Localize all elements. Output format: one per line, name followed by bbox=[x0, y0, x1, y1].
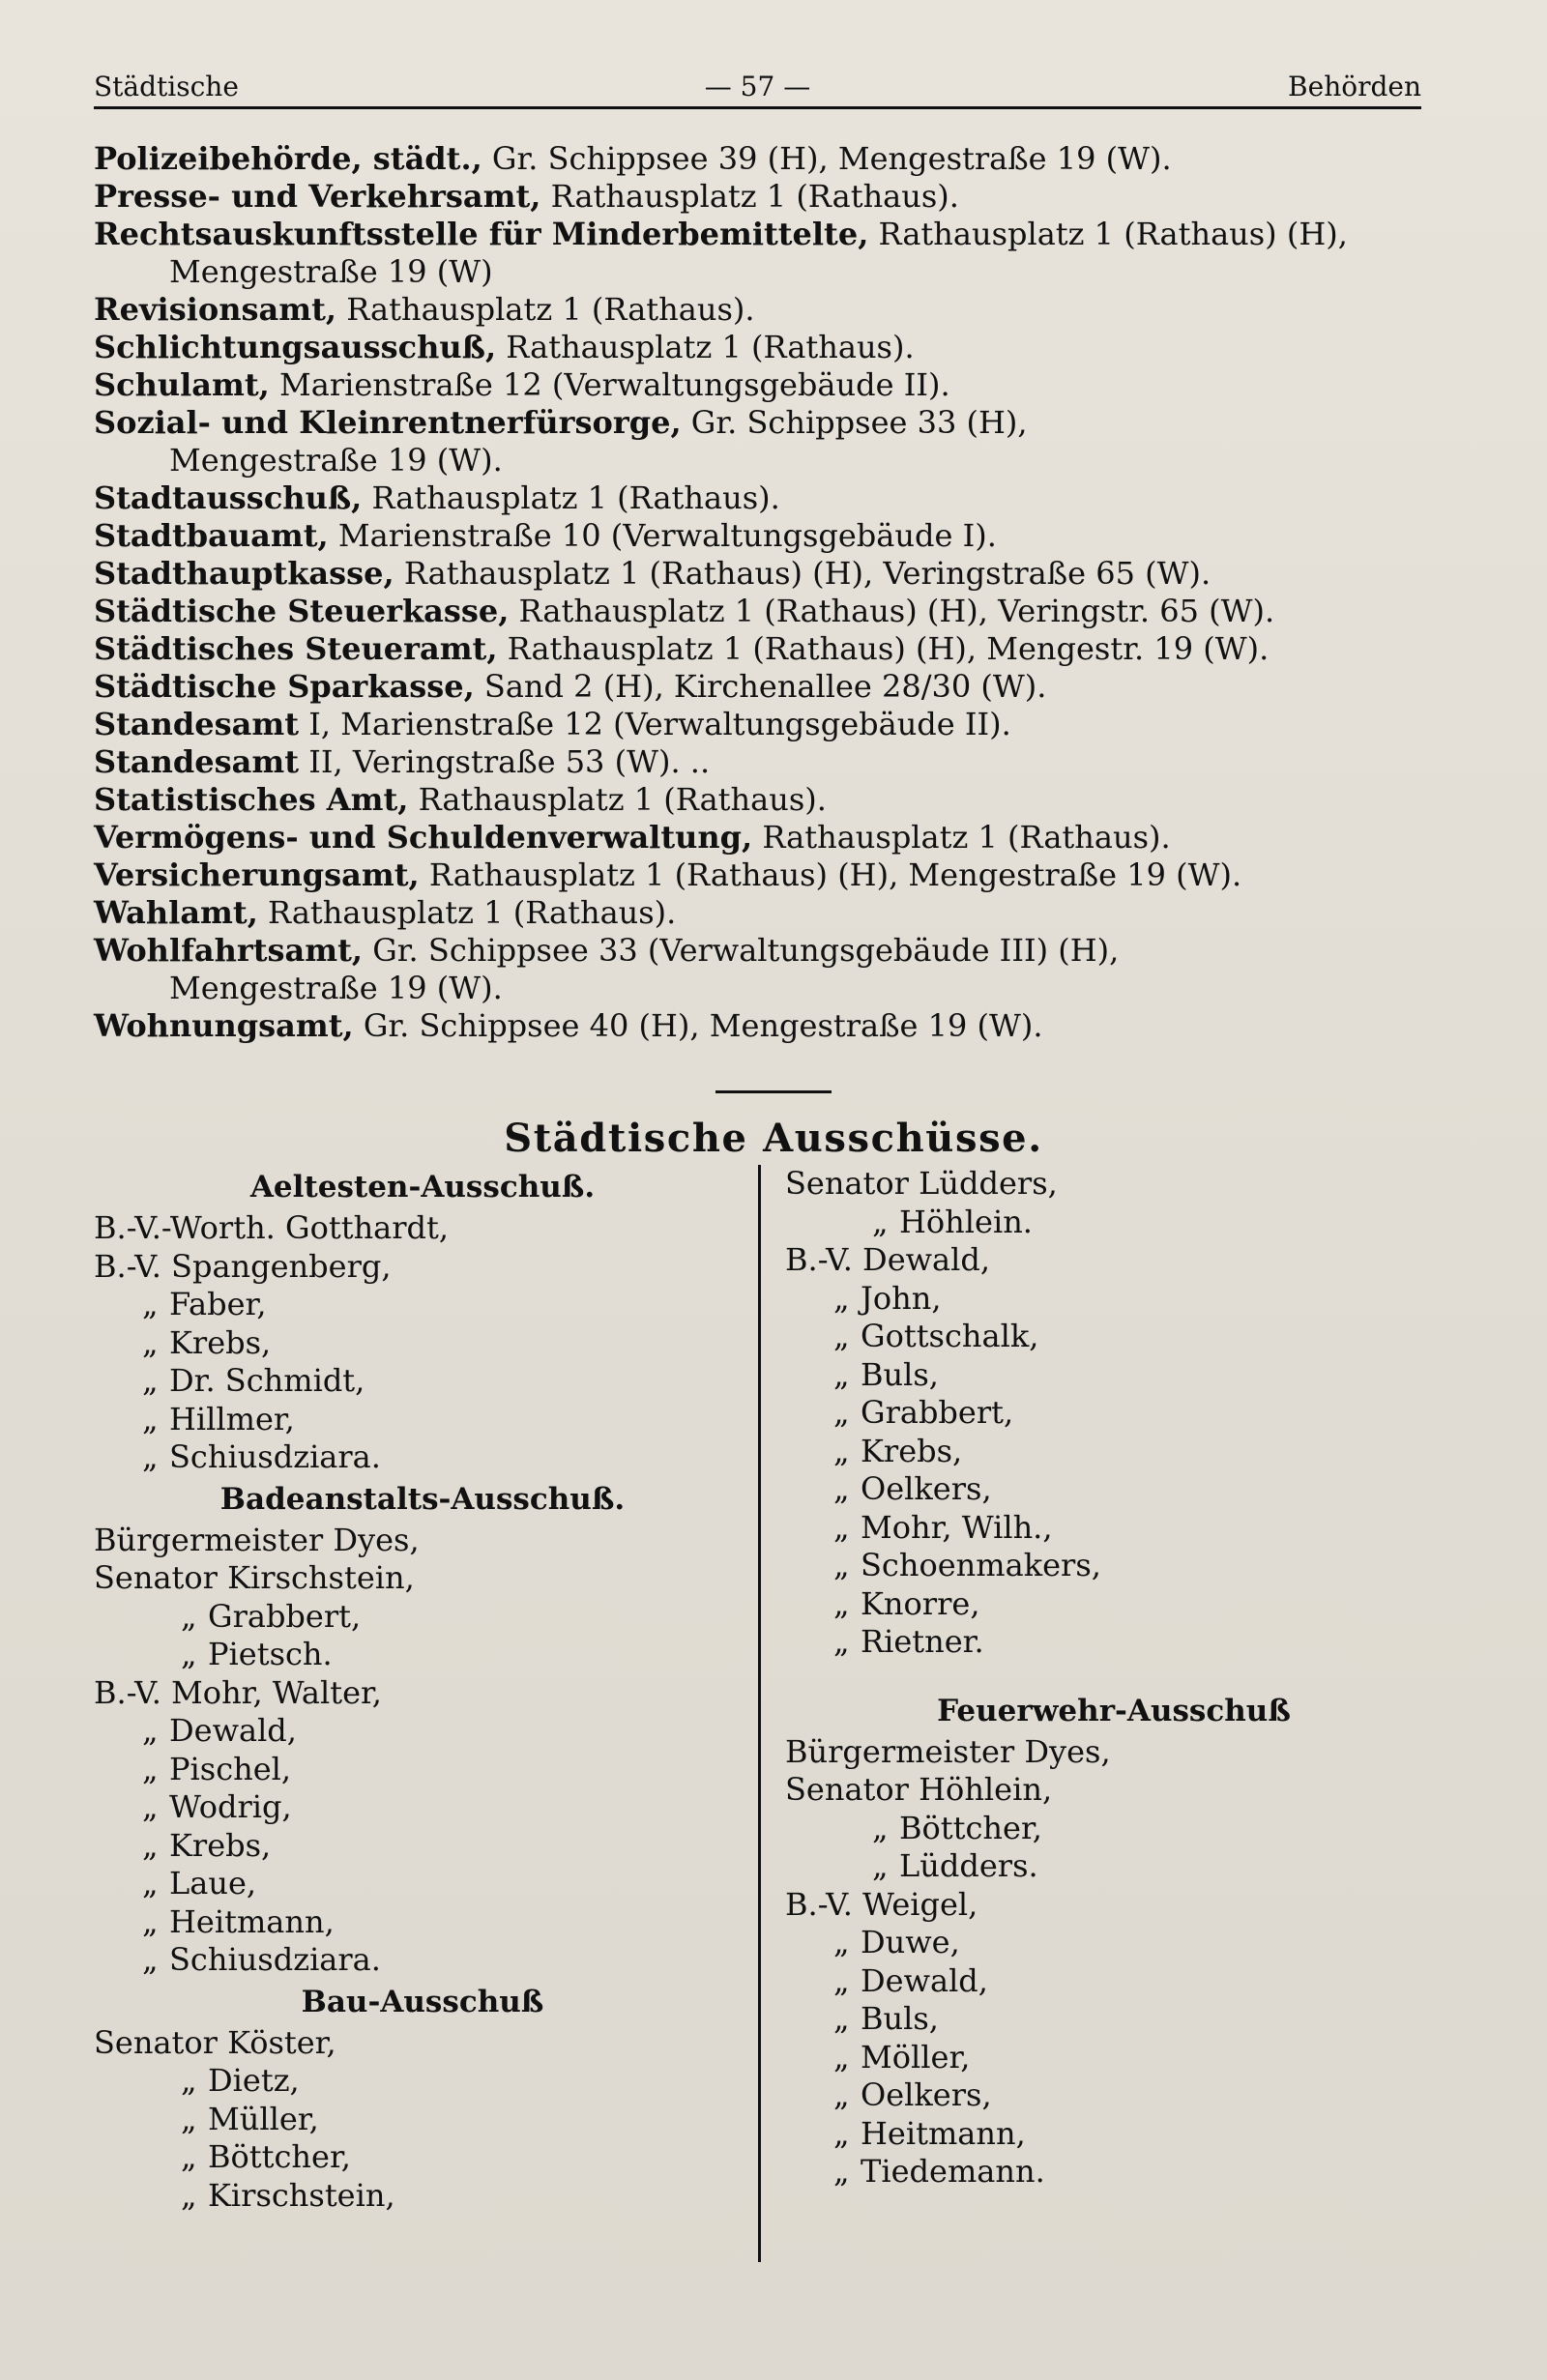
authority-address: Rathausplatz 1 (Rathaus) (H), Veringstraße 65 (W). bbox=[394, 555, 1211, 592]
ditto-mark: „ bbox=[833, 2038, 850, 2075]
authority-name: Rechtsauskunftsstelle für Minderbemittelte, bbox=[94, 216, 869, 252]
authority-address: Rathausplatz 1 (Rathaus). bbox=[752, 819, 1171, 856]
ditto-mark: „ bbox=[872, 1809, 889, 1846]
member-name: Schiusdziara. bbox=[169, 1438, 381, 1475]
member-line bbox=[94, 1865, 751, 1903]
member-name: Senator Kirschstein, bbox=[94, 1559, 415, 1596]
member-name: Höhlein. bbox=[899, 1203, 1033, 1240]
member-name: Rietner. bbox=[861, 1623, 984, 1660]
ditto-mark: „ bbox=[833, 2000, 850, 2037]
authority-entry bbox=[94, 555, 1438, 593]
member-name: Bürgermeister Dyes, bbox=[785, 1732, 1111, 1770]
member-line bbox=[94, 1438, 751, 1477]
member-name: Krebs, bbox=[169, 1323, 272, 1361]
member-name: Senator Lüdders, bbox=[785, 1165, 1058, 1202]
authority-address: Rathausplatz 1 (Rathaus) (H), Mengestr. 19 (W). bbox=[497, 630, 1270, 667]
member-name: Senator Köster, bbox=[94, 2023, 336, 2061]
member-name: Böttcher, bbox=[208, 2138, 351, 2175]
page-header bbox=[94, 68, 1421, 106]
authority-name: Schlichtungsausschuß, bbox=[94, 329, 497, 365]
ditto-mark: „ bbox=[833, 1394, 850, 1431]
committee-title: Aeltesten-Ausschuß. bbox=[249, 1170, 596, 1205]
authority-name: Sozial- und Kleinrentnerfürsorge, bbox=[94, 404, 682, 441]
member-line bbox=[94, 2101, 751, 2139]
member-name: John, bbox=[861, 1279, 942, 1317]
authority-address: Rathausplatz 1 (Rathaus). bbox=[336, 291, 755, 328]
authority-address: Rathausplatz 1 (Rathaus). bbox=[257, 894, 677, 931]
member-name: Böttcher, bbox=[899, 1809, 1042, 1846]
authority-address: Rathausplatz 1 (Rathaus) (H), Mengestraße 19 (W). bbox=[419, 856, 1242, 893]
member-line bbox=[94, 2062, 751, 2101]
authority-name: Schulamt, bbox=[94, 366, 270, 403]
ditto-mark: „ bbox=[833, 1279, 850, 1317]
authority-entry bbox=[94, 932, 1438, 1007]
member-line bbox=[94, 1788, 751, 1827]
ditto-mark: „ bbox=[142, 1788, 159, 1825]
authority-address: Gr. Schippsee 33 (Verwaltungsgebäude III) (H), bbox=[363, 932, 1120, 969]
ditto-mark: „ bbox=[142, 1712, 159, 1749]
member-line bbox=[785, 1771, 1443, 1810]
member-line bbox=[94, 2138, 751, 2177]
member-line bbox=[94, 1401, 751, 1439]
page-number: — 57 — bbox=[704, 71, 811, 102]
committee-title: Bau-Ausschuß bbox=[301, 1984, 544, 2019]
member-name: Duwe, bbox=[861, 1924, 960, 1960]
authority-address: Rathausplatz 1 (Rathaus). bbox=[496, 329, 915, 365]
ditto-mark: „ bbox=[181, 1597, 197, 1635]
authority-name: Wahlamt, bbox=[94, 894, 258, 931]
member-name: B.-V. Mohr, Walter, bbox=[94, 1673, 382, 1711]
member-name: Dewald, bbox=[861, 1961, 988, 1999]
member-name: Oelkers, bbox=[861, 1470, 992, 1507]
authority-address: Gr. Schippsee 33 (H), bbox=[681, 404, 1028, 441]
member-line bbox=[785, 2000, 1443, 2039]
committee-column-right bbox=[785, 1165, 1443, 2191]
authority-name: Städtische Sparkasse, bbox=[94, 668, 475, 705]
ditto-mark: „ bbox=[142, 1286, 159, 1322]
ditto-mark: „ bbox=[181, 2138, 197, 2175]
member-name: Mohr, Wilh., bbox=[861, 1508, 1053, 1546]
ditto-mark: „ bbox=[142, 1826, 159, 1864]
member-line bbox=[94, 1636, 751, 1674]
authority-entry bbox=[94, 479, 1438, 517]
member-line bbox=[785, 1433, 1443, 1471]
authority-address: Marienstraße 10 (Verwaltungsgebäude I). bbox=[328, 517, 997, 554]
authority-address: II, Veringstraße 53 (W). .. bbox=[299, 743, 711, 780]
member-name: Grabbert, bbox=[861, 1394, 1014, 1431]
committee-column-left bbox=[94, 1165, 751, 2215]
authority-entry bbox=[94, 291, 1438, 329]
ditto-mark: „ bbox=[833, 1432, 850, 1469]
member-name: Knorre, bbox=[861, 1584, 980, 1622]
member-line bbox=[785, 1962, 1443, 2001]
member-line bbox=[785, 1886, 1443, 1925]
header-right: Behörden bbox=[1288, 71, 1421, 102]
member-line bbox=[94, 1209, 751, 1248]
authority-name: Standesamt bbox=[94, 743, 300, 780]
member-line bbox=[94, 1522, 751, 1560]
member-line bbox=[94, 1248, 751, 1287]
member-name: Buls, bbox=[861, 2000, 939, 2037]
authority-entry bbox=[94, 517, 1438, 555]
member-line bbox=[785, 1470, 1443, 1509]
member-name: Krebs, bbox=[861, 1432, 963, 1469]
member-name: Heitmann, bbox=[861, 2114, 1026, 2152]
ditto-mark: „ bbox=[181, 2176, 197, 2214]
member-line bbox=[785, 1165, 1443, 1204]
member-line bbox=[94, 1941, 751, 1980]
member-line bbox=[785, 1547, 1443, 1585]
authority-address: Rathausplatz 1 (Rathaus). bbox=[540, 178, 959, 215]
member-name: Pietsch. bbox=[208, 1636, 333, 1672]
ditto-mark: „ bbox=[833, 2076, 850, 2113]
authority-address: Rathausplatz 1 (Rathaus) (H), Veringstr. 65 (W). bbox=[509, 593, 1275, 629]
member-line bbox=[785, 1924, 1443, 1962]
member-line bbox=[785, 1847, 1443, 1886]
authority-entry bbox=[94, 668, 1438, 706]
ditto-mark: „ bbox=[142, 1750, 159, 1787]
authority-entry bbox=[94, 178, 1438, 216]
authority-name: Wohnungsamt, bbox=[94, 1007, 354, 1044]
authority-name: Stadtbauamt, bbox=[94, 517, 329, 554]
ditto-mark: „ bbox=[142, 1438, 159, 1475]
authority-name: Vermögens- und Schuldenverwaltung, bbox=[94, 819, 753, 856]
ditto-mark: „ bbox=[181, 2100, 197, 2137]
ditto-mark: „ bbox=[142, 1941, 159, 1978]
authority-name: Statistisches Amt, bbox=[94, 781, 409, 818]
ditto-mark: „ bbox=[833, 1924, 850, 1960]
authority-entry bbox=[94, 894, 1438, 932]
authority-name: Presse- und Verkehrsamt, bbox=[94, 178, 541, 215]
ditto-mark: „ bbox=[833, 1623, 850, 1660]
member-name: Schiusdziara. bbox=[169, 1941, 381, 1978]
authority-entry bbox=[94, 1007, 1438, 1045]
member-name: B.-V. Spangenberg, bbox=[94, 1247, 392, 1285]
ditto-mark: „ bbox=[833, 1508, 850, 1546]
ditto-mark: „ bbox=[142, 1400, 159, 1437]
authority-entry bbox=[94, 366, 1438, 404]
section-divider bbox=[715, 1090, 832, 1093]
committee-title: Badeanstalts-Ausschuß. bbox=[219, 1481, 626, 1517]
ditto-mark: „ bbox=[872, 1847, 889, 1884]
member-name: Dietz, bbox=[208, 2062, 300, 2099]
ditto-mark: „ bbox=[833, 1318, 850, 1354]
member-line bbox=[785, 1280, 1443, 1319]
member-line bbox=[94, 1712, 751, 1751]
member-line bbox=[785, 1585, 1443, 1624]
member-name: B.-V.-Worth. Gotthardt, bbox=[94, 1209, 450, 1246]
member-line bbox=[785, 1623, 1443, 1662]
committee-title: Feuerwehr-Ausschuß bbox=[937, 1693, 1291, 1728]
member-line bbox=[785, 1356, 1443, 1395]
ditto-mark: „ bbox=[833, 2114, 850, 2152]
column-divider bbox=[758, 1165, 761, 2262]
header-rule bbox=[94, 106, 1421, 109]
member-line bbox=[94, 1286, 751, 1324]
member-line bbox=[785, 1810, 1443, 1848]
authority-name: Versicherungsamt, bbox=[94, 856, 420, 893]
member-line bbox=[785, 1509, 1443, 1548]
ditto-mark: „ bbox=[833, 1355, 850, 1393]
authority-entry bbox=[94, 329, 1438, 366]
member-line bbox=[785, 1204, 1443, 1242]
ditto-mark: „ bbox=[833, 1584, 850, 1622]
member-name: Krebs, bbox=[169, 1826, 272, 1864]
member-line bbox=[94, 1324, 751, 1363]
member-name: Gottschalk, bbox=[861, 1318, 1039, 1354]
member-line bbox=[785, 1318, 1443, 1356]
member-line bbox=[94, 1598, 751, 1637]
authority-entry bbox=[94, 216, 1438, 291]
authority-entry bbox=[94, 140, 1438, 178]
authority-entry bbox=[94, 743, 1438, 781]
member-line bbox=[785, 1241, 1443, 1280]
authority-address: Rathausplatz 1 (Rathaus). bbox=[408, 781, 827, 818]
member-name: Heitmann, bbox=[169, 1902, 335, 1940]
authority-address: I, Marienstraße 12 (Verwaltungsgebäude II). bbox=[299, 706, 1011, 742]
authority-address-continued: Mengestraße 19 (W) bbox=[169, 253, 493, 290]
ditto-mark: „ bbox=[833, 1470, 850, 1507]
ditto-mark: „ bbox=[872, 1203, 889, 1240]
authority-entry bbox=[94, 781, 1438, 819]
member-name: B.-V. Weigel, bbox=[785, 1885, 978, 1923]
ditto-mark: „ bbox=[833, 1547, 850, 1583]
authority-entry bbox=[94, 706, 1438, 743]
authority-name: Städtisches Steueramt, bbox=[94, 630, 498, 667]
authority-entry bbox=[94, 856, 1438, 894]
authority-address: Rathausplatz 1 (Rathaus) (H), bbox=[868, 216, 1348, 252]
member-line bbox=[94, 1903, 751, 1942]
member-name: B.-V. Dewald, bbox=[785, 1241, 990, 1278]
header-left: Städtische bbox=[94, 71, 239, 102]
ditto-mark: „ bbox=[833, 2153, 850, 2190]
authority-entry bbox=[94, 593, 1438, 630]
member-line bbox=[94, 2177, 751, 2216]
ditto-mark: „ bbox=[181, 1636, 197, 1672]
member-name: Tiedemann. bbox=[861, 2153, 1045, 2190]
member-line bbox=[785, 2039, 1443, 2077]
authority-address: Gr. Schippsee 39 (H), Mengestraße 19 (W). bbox=[482, 140, 1172, 177]
member-name: Müller, bbox=[208, 2100, 319, 2137]
authority-name: Städtische Steuerkasse, bbox=[94, 593, 510, 629]
ditto-mark: „ bbox=[142, 1323, 159, 1361]
authority-name: Revisionsamt, bbox=[94, 291, 337, 328]
member-name: Hillmer, bbox=[169, 1400, 295, 1437]
authority-name: Stadtausschuß, bbox=[94, 479, 363, 516]
member-name: Schoenmakers, bbox=[861, 1547, 1101, 1583]
member-line bbox=[94, 1559, 751, 1598]
section-title: Städtische Ausschüsse. bbox=[504, 1116, 1043, 1161]
authority-address: Gr. Schippsee 40 (H), Mengestraße 19 (W). bbox=[353, 1007, 1043, 1044]
member-name: Faber, bbox=[169, 1286, 267, 1322]
member-line bbox=[94, 1751, 751, 1789]
member-line bbox=[785, 1394, 1443, 1433]
member-name: Laue, bbox=[169, 1865, 257, 1901]
authority-address: Marienstraße 12 (Verwaltungsgebäude II). bbox=[269, 366, 950, 403]
member-line bbox=[94, 1827, 751, 1866]
member-name: Senator Höhlein, bbox=[785, 1771, 1053, 1808]
authority-list bbox=[94, 140, 1438, 1045]
authority-name: Standesamt bbox=[94, 706, 300, 742]
member-line bbox=[94, 1674, 751, 1713]
member-line bbox=[94, 2024, 751, 2063]
member-name: Wodrig, bbox=[169, 1788, 292, 1825]
authority-entry bbox=[94, 819, 1438, 856]
ditto-mark: „ bbox=[142, 1362, 159, 1399]
member-name: Dr. Schmidt, bbox=[169, 1362, 365, 1399]
member-name: Oelkers, bbox=[861, 2076, 992, 2113]
member-name: Bürgermeister Dyes, bbox=[94, 1521, 420, 1558]
authority-address-continued: Mengestraße 19 (W). bbox=[169, 442, 503, 479]
member-name: Buls, bbox=[861, 1355, 939, 1393]
member-name: Dewald, bbox=[169, 1712, 297, 1749]
ditto-mark: „ bbox=[142, 1865, 159, 1901]
authority-address: Sand 2 (H), Kirchenallee 28/30 (W). bbox=[474, 668, 1047, 705]
ditto-mark: „ bbox=[833, 1961, 850, 1999]
authority-name: Wohlfahrtsamt, bbox=[94, 932, 364, 969]
member-name: Grabbert, bbox=[208, 1597, 362, 1635]
member-name: Pischel, bbox=[169, 1750, 292, 1787]
authority-name: Polizeibehörde, städt., bbox=[94, 140, 482, 177]
authority-entry bbox=[94, 630, 1438, 668]
member-name: Lüdders. bbox=[899, 1847, 1038, 1884]
authority-name: Stadthauptkasse, bbox=[94, 555, 394, 592]
member-line bbox=[785, 2076, 1443, 2115]
member-line bbox=[94, 1362, 751, 1401]
member-line bbox=[785, 2115, 1443, 2154]
authority-address-continued: Mengestraße 19 (W). bbox=[169, 970, 503, 1006]
member-line bbox=[785, 1733, 1443, 1772]
member-line bbox=[785, 2153, 1443, 2191]
member-name: Möller, bbox=[861, 2038, 971, 2075]
ditto-mark: „ bbox=[142, 1902, 159, 1940]
authority-address: Rathausplatz 1 (Rathaus). bbox=[362, 479, 780, 516]
authority-entry bbox=[94, 404, 1438, 479]
spacer bbox=[785, 1662, 1443, 1689]
ditto-mark: „ bbox=[181, 2062, 197, 2099]
member-name: Kirschstein, bbox=[208, 2176, 395, 2214]
